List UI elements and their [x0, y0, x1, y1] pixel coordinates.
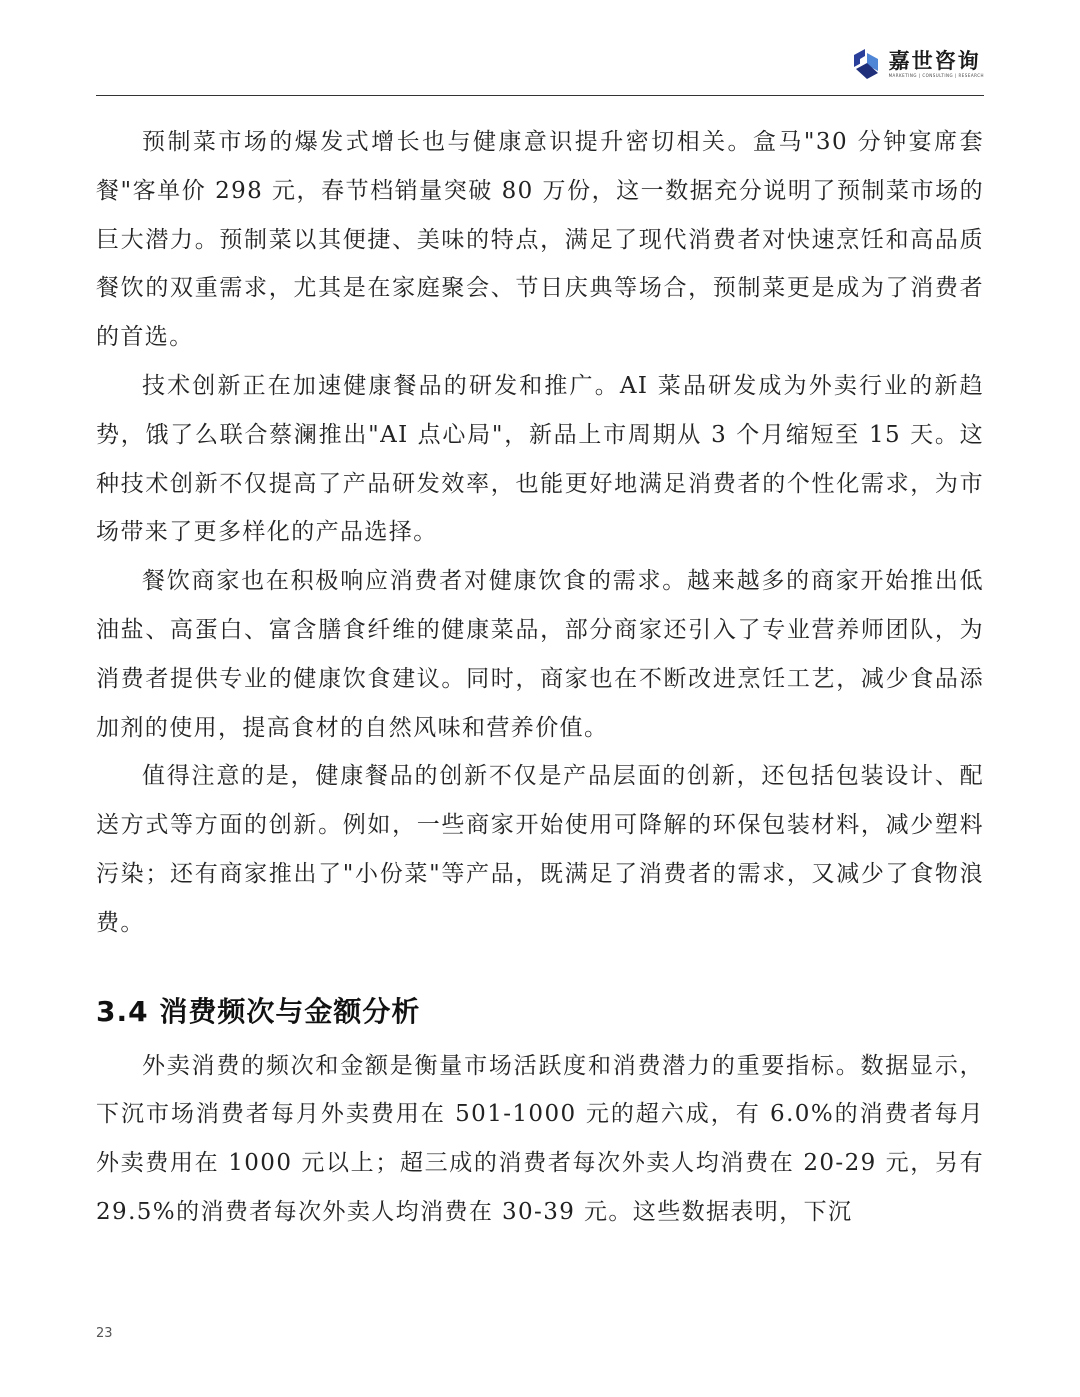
body-paragraph: 技术创新正在加速健康餐品的研发和推广。AI 菜品研发成为外卖行业的新趋势，饿了么联合蔡澜推出"AI 点心局"，新品上市周期从 3 个月缩短至 15 天。这种技术创新不仅提高了产品研发效率，也能更好地满足消费者的个性化需求，为市场带来了更多样化的产品选择。 — [96, 372, 984, 546]
section-heading: 3.4 消费频次与金额分析 — [96, 994, 421, 1028]
brand-tagline: MARKETING | CONSULTING | RESEARCH — [888, 73, 984, 78]
brand-logo — [851, 44, 984, 84]
page-header — [96, 38, 984, 96]
body-paragraph: 餐饮商家也在积极响应消费者对健康饮食的需求。越来越多的商家开始推出低油盐、高蛋白、富含膳食纤维的健康菜品，部分商家还引入了专业营养师团队，为消费者提供专业的健康饮食建议。同时，商家也在不断改进烹饪工艺，减少食品添加剂的使用，提高食材的自然风味和营养价值。 — [96, 568, 984, 741]
header-divider — [96, 95, 984, 96]
body-paragraph: 值得注意的是，健康餐品的创新不仅是产品层面的创新，还包括包装设计、配送方式等方面的创新。例如，一些商家开始使用可降解的环保包装材料，减少塑料污染；还有商家推出了"小份菜"等产品，既满足了消费者的需求，又减少了食物浪费。 — [96, 763, 984, 936]
body-paragraph: 预制菜市场的爆发式增长也与健康意识提升密切相关。盒马"30 分钟宴席套餐"客单价 298 元，春节档销量突破 80 万份，这一数据充分说明了预制菜市场的巨大潜力。预制菜以其便捷、美味的特点，满足了现代消费者对快速烹饪和高品质餐饮的双重需求，尤其是在家庭聚会、节日庆典等场合，预制菜更是成为了消费者的首选。 — [96, 129, 984, 351]
brand-name: 嘉世咨询 — [888, 49, 981, 73]
page-body — [96, 118, 984, 1237]
section-paragraph: 外卖消费的频次和金额是衡量市场活跃度和消费潜力的重要指标。数据显示，下沉市场消费者每月外卖费用在 501-1000 元的超六成，有 6.0%的消费者每月外卖费用在 1000 元以上；超三成的消费者每次外卖人均消费在 20-29 元，另有 29.5%的消费者每次外卖人均消费在 30-39 元。这些数据表明，下沉 — [96, 1052, 984, 1225]
page-number: 23 — [96, 1326, 113, 1341]
brand-logo-icon — [851, 47, 881, 81]
